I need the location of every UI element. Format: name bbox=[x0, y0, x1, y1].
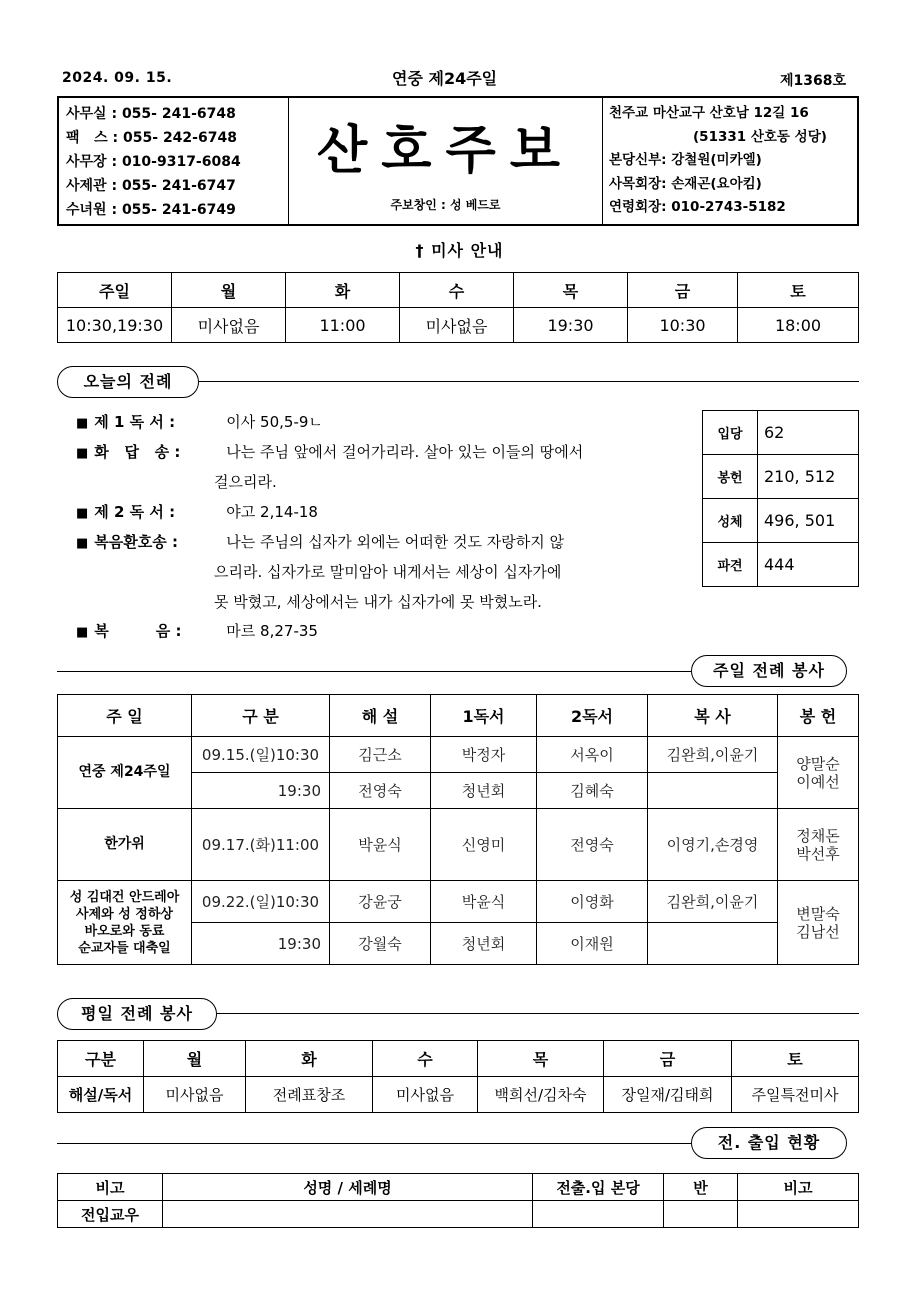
hymn-row: 봉헌 210, 512 bbox=[703, 455, 859, 499]
contact-list bbox=[59, 98, 289, 224]
mass-time: 11:00 bbox=[286, 308, 400, 343]
reading-second: ■ 제 2 독 서 : 야고 2,14-18 bbox=[76, 503, 318, 521]
occasion: 연중 제24주일 bbox=[58, 737, 192, 809]
col-header: 구 분 bbox=[192, 695, 330, 737]
parish-council: 사목회장: 손재곤(요아킴) bbox=[609, 175, 762, 192]
bulletin-title: 산호주보 bbox=[317, 121, 574, 181]
table-row: 연중 제24주일 09.15.(일)10:30 김근소 박정자 서옥이 김완희,이윤기 양말순 이예선 bbox=[58, 737, 859, 773]
hymn-row: 파견 444 bbox=[703, 543, 859, 587]
divider bbox=[217, 1013, 859, 1014]
reading-psalm: ■ 화 답 송 : 나는 주님 앞에서 걸어가리라. 살아 있는 이들의 땅에서 bbox=[76, 443, 584, 461]
mass-time: 미사없음 bbox=[172, 308, 286, 343]
mass-time: 18:00 bbox=[738, 308, 859, 343]
bullet-icon: ■ bbox=[76, 416, 89, 431]
day-header: 목 bbox=[514, 273, 628, 308]
col-header: 화 bbox=[246, 1041, 373, 1077]
occasion: 한가위 bbox=[58, 809, 192, 881]
col-header: 1독서 bbox=[431, 695, 537, 737]
title-block bbox=[289, 98, 603, 224]
col-header: 구분 bbox=[58, 1041, 144, 1077]
col-header: 반 bbox=[664, 1174, 738, 1201]
parish-pastor: 본당신부: 강철원(미카엘) bbox=[609, 152, 762, 168]
publisher: 주보창인 : 성 베드로 bbox=[390, 198, 501, 212]
mass-schedule-table bbox=[57, 272, 859, 343]
col-header: 해 설 bbox=[330, 695, 431, 737]
col-header: 성명 / 세례명 bbox=[163, 1174, 533, 1201]
day-header: 수 bbox=[400, 273, 514, 308]
divider bbox=[57, 1143, 691, 1144]
hymn-row: 입당 62 bbox=[703, 411, 859, 455]
col-header: 비고 bbox=[738, 1174, 859, 1201]
weekday-service-table bbox=[57, 1040, 859, 1113]
liturgical-week: 연중 제24주일 bbox=[392, 69, 498, 88]
mass-time: 10:30 bbox=[628, 308, 738, 343]
table-row: 19:30 전영숙 청년회 김혜숙 bbox=[58, 773, 859, 809]
contact-row: 팩 스 : 055- 242-6748 bbox=[66, 130, 237, 146]
divider bbox=[57, 671, 691, 672]
section-title-weekday: 평일 전례 봉사 bbox=[57, 998, 217, 1030]
bullet-icon: ■ bbox=[76, 625, 89, 640]
table-row: 19:30 강월숙 청년회 이재원 bbox=[58, 923, 859, 965]
offering: 정채돈 박선후 bbox=[778, 809, 859, 881]
col-header: 월 bbox=[144, 1041, 246, 1077]
masthead-box bbox=[57, 96, 859, 226]
mass-time: 10:30,19:30 bbox=[58, 308, 172, 343]
col-header: 수 bbox=[373, 1041, 478, 1077]
col-header: 2독서 bbox=[537, 695, 648, 737]
mass-time: 19:30 bbox=[514, 308, 628, 343]
divider bbox=[199, 381, 859, 382]
section-title-sunday: 주일 전례 봉사 bbox=[691, 655, 847, 687]
parish-info bbox=[605, 98, 857, 224]
offering: 변말숙 김남선 bbox=[778, 881, 859, 965]
col-header: 토 bbox=[732, 1041, 859, 1077]
hymn-row: 성체 496, 501 bbox=[703, 499, 859, 543]
bullet-icon: ■ bbox=[76, 536, 89, 551]
issue-date: 2024. 09. 15. bbox=[62, 70, 173, 86]
reading-psalm-cont: 걸으리라. bbox=[214, 473, 277, 491]
issue-number: 제1368호 bbox=[780, 73, 847, 89]
hymn-table bbox=[702, 410, 859, 587]
parish-federation: 연령회장: 010-2743-5182 bbox=[609, 199, 786, 215]
col-header: 주 일 bbox=[58, 695, 192, 737]
bullet-icon: ■ bbox=[76, 506, 89, 521]
reading-gospel: ■ 복 음 : 마르 8,27-35 bbox=[76, 622, 318, 640]
mass-guide-title: † 미사 안내 bbox=[415, 241, 504, 260]
col-header: 전출.입 본당 bbox=[533, 1174, 664, 1201]
reading-acclamation-cont: 못 박혔고, 세상에서는 내가 십자가에 못 박혔노라. bbox=[214, 593, 542, 611]
table-row: 해설/독서 미사없음 전례표창조 미사없음 백희선/김차숙 장일재/김태희 주일특전미사 bbox=[58, 1077, 859, 1113]
reading-first: ■ 제 1 독 서 : 이사 50,5-9ㄴ bbox=[76, 413, 323, 431]
offering: 양말순 이예선 bbox=[778, 737, 859, 809]
col-header: 봉 헌 bbox=[778, 695, 859, 737]
section-title-liturgy: 오늘의 전례 bbox=[57, 366, 199, 398]
contact-row: 사무장 : 010-9317-6084 bbox=[66, 154, 241, 170]
bullet-icon: ■ bbox=[76, 446, 89, 461]
day-header: 토 bbox=[738, 273, 859, 308]
table-row: 한가위 09.17.(화)11:00 박윤식 신영미 전영숙 이영기,손경영 정채돈 박선후 bbox=[58, 809, 859, 881]
section-title-transfer: 전. 출입 현황 bbox=[691, 1127, 847, 1159]
reading-acclamation: ■ 복음환호송 : 나는 주님의 십자가 외에는 어떠한 것도 자랑하지 않 bbox=[76, 533, 564, 551]
table-row: 전입교우 bbox=[58, 1201, 859, 1228]
contact-row: 사제관 : 055- 241-6747 bbox=[66, 178, 236, 194]
occasion: 성 김대건 안드레아 사제와 성 정하상 바오로와 동료 순교자들 대축일 bbox=[58, 881, 192, 965]
day-header: 화 bbox=[286, 273, 400, 308]
day-header: 금 bbox=[628, 273, 738, 308]
sunday-service-table bbox=[57, 694, 859, 965]
col-header: 목 bbox=[478, 1041, 604, 1077]
mass-time: 미사없음 bbox=[400, 308, 514, 343]
parish-postal: (51331 산호동 성당) bbox=[693, 128, 827, 145]
table-row: 성 김대건 안드레아 사제와 성 정하상 바오로와 동료 순교자들 대축일 09.22.(일)10:30 강윤궁 박윤식 이영화 김완희,이윤기 변말숙 김남선 bbox=[58, 881, 859, 923]
parish-address: 천주교 마산교구 산호남 12길 16 bbox=[609, 105, 809, 121]
col-header: 복 사 bbox=[648, 695, 778, 737]
day-header: 주일 bbox=[58, 273, 172, 308]
day-header: 월 bbox=[172, 273, 286, 308]
col-header: 금 bbox=[604, 1041, 732, 1077]
transfer-table bbox=[57, 1173, 859, 1228]
col-header: 비고 bbox=[58, 1174, 163, 1201]
contact-row: 사무실 : 055- 241-6748 bbox=[66, 106, 236, 122]
reading-acclamation-cont: 으리라. 십자가로 말미암아 내게서는 세상이 십자가에 bbox=[214, 563, 562, 581]
contact-row: 수녀원 : 055- 241-6749 bbox=[66, 202, 236, 218]
